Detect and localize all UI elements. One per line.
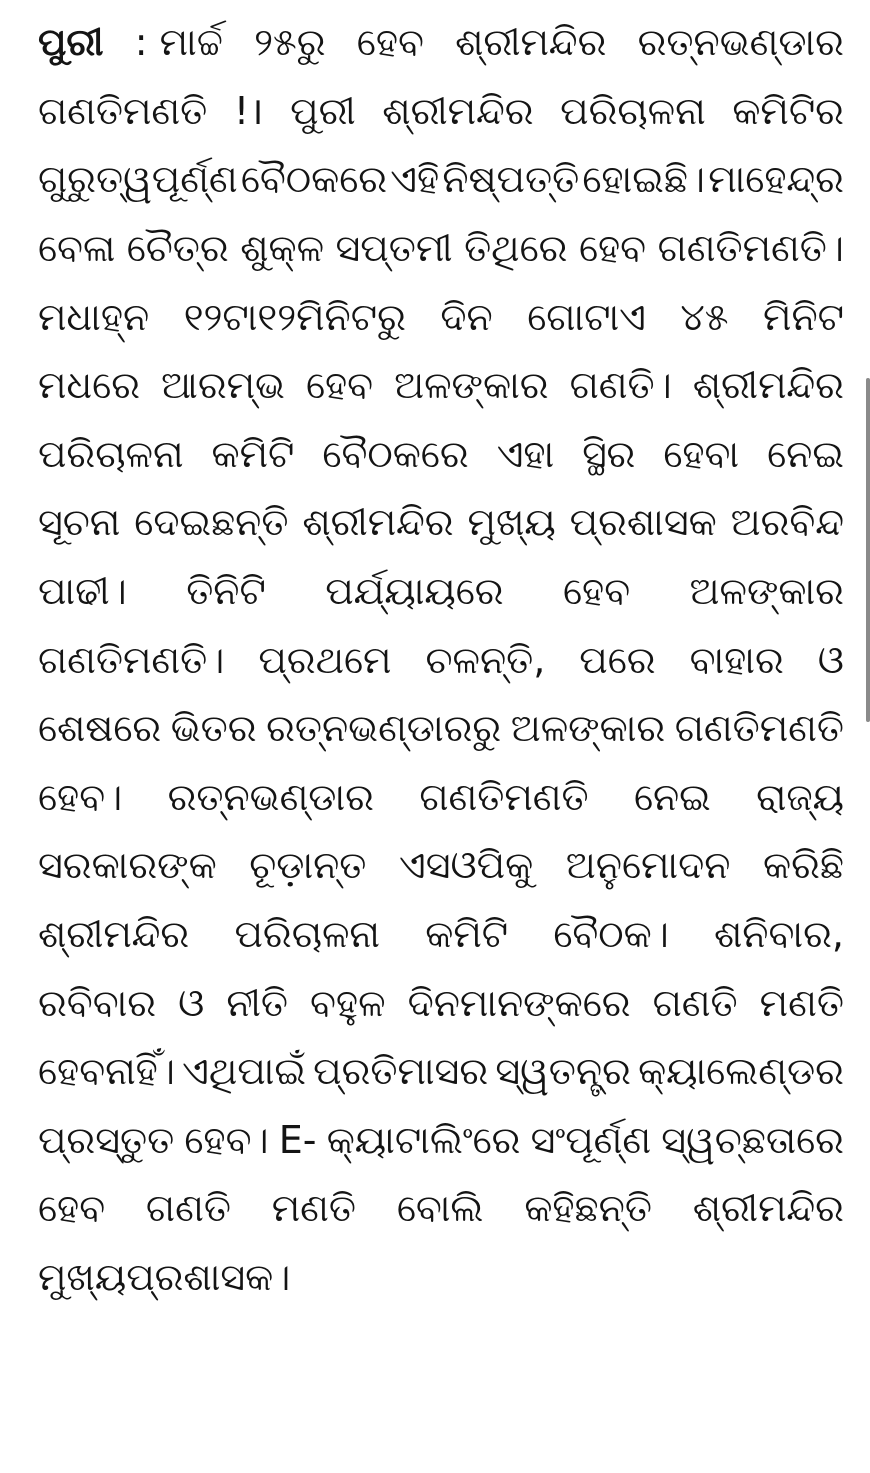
- word: ଏହା: [496, 431, 555, 476]
- article-line-8: [38, 488, 844, 557]
- word: ଗୋଟାଏ: [527, 294, 646, 339]
- word: ଶ୍ରୀମନ୍ଦିର: [692, 363, 844, 408]
- word: ଗଣତି।: [569, 363, 672, 408]
- word: ମଣତି: [271, 1186, 356, 1231]
- word: ହେବା: [663, 431, 740, 476]
- word: ମଧରେ: [38, 363, 140, 408]
- word: ଶ୍ରୀମନ୍ଦିର: [455, 20, 607, 65]
- word: ତିନିଟି: [186, 569, 266, 614]
- word: ରତ୍ନଭଣ୍ଡାର: [167, 774, 374, 819]
- word: : ମାର୍ଚ୍ଚ: [134, 20, 223, 65]
- article-line-17: [38, 1106, 844, 1175]
- word: ପ୍ରତିମାସର: [313, 1049, 489, 1094]
- word: ଗଣତି: [145, 1186, 231, 1231]
- word: ହେବ: [305, 363, 374, 408]
- word: କରିଛି: [763, 843, 844, 888]
- word: ନିଷ୍ପତ୍ତି: [442, 157, 580, 202]
- article-line-19: [38, 1243, 844, 1312]
- word: ନେଇ: [633, 774, 711, 819]
- article-body: [38, 8, 844, 1311]
- word: ସପ୍ତମୀ: [335, 226, 453, 271]
- word: ଶ୍ରୀମନ୍ଦିର: [302, 500, 454, 545]
- word: ଚୂଡ଼ାନ୍ତ: [249, 843, 367, 888]
- word: ଅଳଙ୍କାର: [689, 569, 844, 614]
- word: ପ୍ରଶାସକ: [569, 500, 717, 545]
- article-line-5: [38, 282, 844, 351]
- word: ବୈଠକରେ: [322, 431, 469, 476]
- article-line-6: [38, 351, 844, 420]
- article-line-10: [38, 625, 844, 694]
- word: ଓ: [178, 980, 205, 1025]
- word: ବୋଲି: [396, 1186, 484, 1231]
- word: ଚଳନ୍ତି,: [425, 637, 546, 682]
- word: କମିଟିର: [732, 88, 844, 133]
- word: ଓ: [817, 637, 844, 682]
- word: ପାଢୀ।: [38, 569, 127, 614]
- word: ସ୍ଥିର: [582, 431, 636, 476]
- word: ଶନିବାର,: [714, 912, 844, 957]
- word: ପ୍ରସ୍ତୁତ: [38, 1117, 175, 1162]
- word: ୧୨ଟା୧୨ମିନିଟରୁ: [183, 294, 406, 339]
- word: ମଣତି: [759, 980, 844, 1025]
- word: ଗଣତି: [652, 980, 738, 1025]
- word: ଆରମ୍ଭ: [161, 363, 285, 408]
- word: ନୀତି: [226, 980, 288, 1025]
- word: ଶୁକ୍ଳ: [240, 226, 325, 271]
- word: ମାହେନ୍ଦ୍ର: [708, 157, 844, 202]
- word: ପରିଚାଳନା: [560, 88, 706, 133]
- word: ଚୈତ୍ର: [126, 226, 229, 271]
- word: ଗଣତିମଣତି।: [657, 226, 844, 271]
- word: କ୍ୟାଲେଣ୍ଡର: [638, 1049, 844, 1094]
- scrollbar[interactable]: [864, 378, 870, 722]
- word: ହେବ।: [38, 774, 123, 819]
- word: ବହୁଳ: [310, 980, 386, 1025]
- word: ପରିଚାଳନା: [38, 431, 184, 476]
- word: ସ୍ୱତନ୍ତ୍ର: [495, 1049, 631, 1094]
- word: ବୈଠକ।: [553, 912, 669, 957]
- word: ଦିନ: [440, 294, 493, 339]
- word: ଅଳଙ୍କାର: [510, 706, 666, 751]
- article-line-14: [38, 900, 844, 969]
- word: ଏହି: [390, 157, 440, 202]
- word: ବୈଠକରେ: [240, 157, 388, 202]
- word: ପରିଚାଳନା: [234, 912, 380, 957]
- article-line-11: [38, 694, 844, 763]
- article-line-15: [38, 968, 844, 1037]
- article-line-3: [38, 145, 844, 214]
- word: ହୋଇଛି।: [582, 157, 706, 202]
- word: ଗଣତିମଣତି।: [38, 637, 225, 682]
- article-line-7: [38, 420, 844, 489]
- word: ସଂପୂର୍ଣ୍ଣ: [530, 1117, 652, 1162]
- word: ମଧାହ୍ନ: [38, 294, 150, 339]
- word: ଗୁରୁତ୍ୱପୂର୍ଣ୍ଣ: [38, 157, 238, 202]
- word: ଅଳଙ୍କାର: [394, 363, 549, 408]
- article-line-16: [38, 1037, 844, 1106]
- word: ଶେଷରେ: [38, 706, 162, 751]
- word: ମୁଖ୍ୟପ୍ରଶାସକ।: [38, 1254, 291, 1299]
- article-line-2: [38, 77, 844, 146]
- word: ତିଥିରେ: [464, 226, 568, 271]
- word: ରତ୍ନଭଣ୍ଡାରରୁ: [266, 706, 502, 751]
- word: ହେବନାହିଁ।: [38, 1049, 175, 1094]
- article-line-18: [38, 1174, 844, 1243]
- article-line-1: [38, 8, 844, 77]
- word: ରବିବାର: [38, 980, 157, 1025]
- scrollbar-thumb[interactable]: [866, 378, 870, 722]
- word: !।: [233, 88, 264, 133]
- word: ବେଳା: [38, 226, 116, 271]
- word: ଏସଓପିକୁ: [399, 843, 534, 888]
- word: ଗଣତିମଣତି: [419, 774, 589, 819]
- word: ଦିନମାନଙ୍କରେ: [407, 980, 631, 1025]
- article-line-9: [38, 557, 844, 626]
- word: ଦେଇଛନ୍ତି: [134, 500, 289, 545]
- word: ଶ୍ରୀମନ୍ଦିର: [382, 88, 534, 133]
- article-line-12: [38, 763, 844, 832]
- word: କ୍ୟାଟାଲିଂରେ: [326, 1117, 521, 1162]
- word: ପୁରୀ: [290, 88, 356, 133]
- word: ଅନୁମୋଦନ: [565, 843, 731, 888]
- word: ଶ୍ରୀମନ୍ଦିର: [38, 912, 190, 957]
- word: ହେବ: [563, 569, 631, 614]
- word: ପରେ: [579, 637, 656, 682]
- word: କହିଛନ୍ତି: [524, 1186, 652, 1231]
- word: ନେଇ: [767, 431, 844, 476]
- word: ଭିତର: [170, 706, 257, 751]
- word: ହେବ: [356, 20, 424, 65]
- word: ଗଣତିମଣତି: [674, 706, 844, 751]
- word: ମୁଖ୍ୟ: [467, 500, 556, 545]
- word: ଗଣତିମଣତି: [38, 88, 208, 133]
- word: କମିଟି: [211, 431, 295, 476]
- word: E-: [278, 1117, 317, 1162]
- word: ହେବ।: [184, 1117, 269, 1162]
- word: ସରକାରଙ୍କ: [38, 843, 217, 888]
- word: କମିଟି: [425, 912, 509, 957]
- word: ୨୫ରୁ: [254, 20, 326, 65]
- word: ଏଥିପାଇଁ: [182, 1049, 306, 1094]
- word: ପର୍ଯ୍ୟାୟରେ: [325, 569, 504, 614]
- word: ଅରବିନ୍ଦ: [730, 500, 844, 545]
- word: ସୂଚନା: [38, 500, 121, 545]
- word: ସ୍ୱଚ୍ଛତାରେ: [661, 1117, 844, 1162]
- dateline: ପୁରୀ: [38, 20, 104, 65]
- word: ହେବ: [578, 226, 647, 271]
- word: ମିନିଟ: [763, 294, 844, 339]
- word: ୪୫: [680, 294, 729, 339]
- word: ଶ୍ରୀମନ୍ଦିର: [692, 1186, 844, 1231]
- word: ରତ୍ନଭଣ୍ଡାର: [637, 20, 844, 65]
- article-line-13: [38, 831, 844, 900]
- word: ହେବ: [38, 1186, 106, 1231]
- word: ବାହାର: [689, 637, 784, 682]
- word: ରାଜ୍ୟ: [756, 774, 844, 819]
- article-line-4: [38, 214, 844, 283]
- word: ପ୍ରଥମେ: [258, 637, 392, 682]
